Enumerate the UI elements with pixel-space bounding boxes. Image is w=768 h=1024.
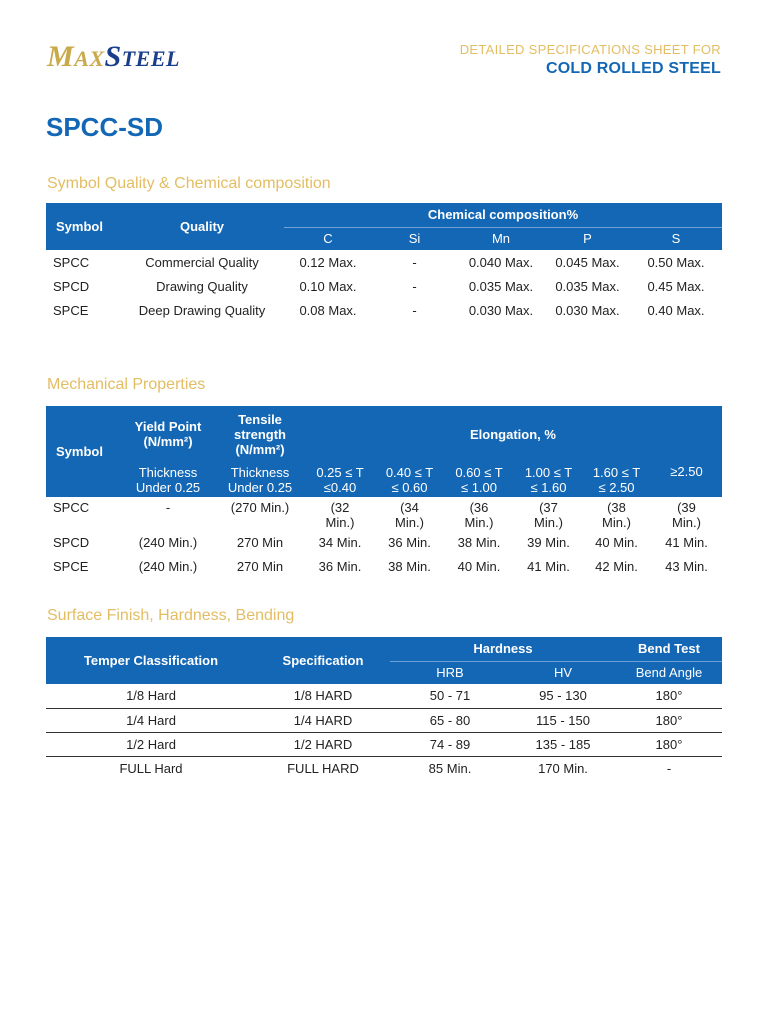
table-row xyxy=(46,535,722,559)
header-bend-angle: Bend Angle xyxy=(616,661,722,684)
cell-hrb: 85 Min. xyxy=(428,760,472,776)
cell-hv: 95 - 130 xyxy=(510,684,616,708)
header-chemical-composition: Chemical composition% xyxy=(284,203,722,227)
logo-s: S xyxy=(104,40,122,73)
header-tensile-strength xyxy=(216,406,304,462)
value-line1: (36 xyxy=(469,500,489,515)
cell-spec: 1/8 HARD xyxy=(256,684,390,708)
cell-elong-1: 36 Min. xyxy=(318,559,362,574)
cell-tensile: 270 Min xyxy=(236,535,284,550)
mechanical-properties-table xyxy=(46,406,722,583)
header-symbol: Symbol xyxy=(46,203,120,250)
cell-symbol: SPCE xyxy=(53,302,89,318)
cell-hrb: 65 - 80 xyxy=(390,708,510,732)
cell-temper: 1/8 Hard xyxy=(46,684,256,708)
cell-elong-5: 40 Min. xyxy=(595,535,638,550)
cell-elong-2: 36 Min. xyxy=(388,535,431,550)
header-yield-line1: Yield Point xyxy=(134,419,202,434)
range-line1: 0.60 ≤ T xyxy=(455,464,503,480)
logo-teel: TEEL xyxy=(121,46,180,71)
cell-temper: 1/2 Hard xyxy=(46,732,256,756)
header-yield-thickness xyxy=(120,462,216,497)
range-line1: 1.00 ≤ T xyxy=(524,464,573,480)
cell-p: 0.035 Max. xyxy=(555,278,620,294)
header-elong-range-4 xyxy=(515,462,582,497)
sub-line2: Under 0.25 xyxy=(227,479,293,495)
cell-elong-5: 42 Min. xyxy=(595,559,638,574)
cell-elong-3 xyxy=(443,497,515,535)
cell-p: 0.045 Max. xyxy=(555,254,620,270)
cell-yield: - xyxy=(165,500,171,515)
cell-si: - xyxy=(412,278,417,294)
value-line1: (32 xyxy=(330,500,350,515)
value-line1: (38 xyxy=(607,500,626,515)
cell-c: 0.08 Max. xyxy=(299,302,357,318)
chemical-composition-table xyxy=(46,203,722,322)
logo-m: M xyxy=(47,40,75,73)
cell-p: 0.030 Max. xyxy=(555,302,620,318)
cell-elong-2 xyxy=(376,497,443,535)
sub-line2: Under 0.25 xyxy=(135,479,201,495)
cell-elong-5 xyxy=(582,497,651,535)
header-s: S xyxy=(630,227,722,250)
table-row xyxy=(46,732,722,756)
table-row xyxy=(46,559,722,583)
table-row xyxy=(46,298,722,322)
value-line2: Min.) xyxy=(672,515,701,530)
table-row xyxy=(46,274,722,298)
cell-s: 0.40 Max. xyxy=(647,302,705,318)
value-line2: Min.) xyxy=(464,515,494,530)
header xyxy=(460,42,721,78)
section-title-chemical: Symbol Quality & Chemical composition xyxy=(47,175,331,192)
cell-elong-6 xyxy=(651,497,722,535)
cell-symbol: SPCD xyxy=(53,278,90,294)
header-bend-test: Bend Test xyxy=(616,637,722,661)
section-title-surface: Surface Finish, Hardness, Bending xyxy=(47,607,295,624)
table-row xyxy=(46,684,722,708)
header-quality: Quality xyxy=(120,203,284,250)
header-subtitle: DETAILED SPECIFICATIONS SHEET FOR xyxy=(459,42,721,57)
value-line2: Min.) xyxy=(325,515,355,530)
cell-elong-6: 43 Min. xyxy=(665,559,708,574)
value-line2: Min.) xyxy=(534,515,563,530)
cell-temper: FULL Hard xyxy=(119,760,183,776)
range-line2: ≤ 2.50 xyxy=(598,479,635,495)
cell-mn: 0.040 Max. xyxy=(468,254,534,270)
cell-yield: (240 Min.) xyxy=(138,535,198,550)
header-tensile-line3: (N/mm²) xyxy=(235,441,285,457)
header-elong-range-6: ≥2.50 xyxy=(651,462,722,497)
cell-mn: 0.030 Max. xyxy=(468,302,534,318)
header-title: COLD ROLLED STEEL xyxy=(546,60,721,77)
cell-symbol: SPCC xyxy=(53,500,90,515)
cell-s: 0.45 Max. xyxy=(647,278,705,294)
cell-c: 0.12 Max. xyxy=(299,254,357,270)
cell-elong-4 xyxy=(515,497,582,535)
cell-elong-3: 40 Min. xyxy=(457,559,501,574)
cell-si: - xyxy=(412,302,417,318)
header-hardness: Hardness xyxy=(390,637,616,661)
cell-yield: (240 Min.) xyxy=(138,559,198,574)
cell-symbol: SPCC xyxy=(53,254,90,270)
cell-elong-6: 41 Min. xyxy=(665,535,708,550)
header-yield-point xyxy=(120,406,216,462)
cell-elong-2: 38 Min. xyxy=(388,559,431,574)
header-c: C xyxy=(284,227,372,250)
range-line1: 1.60 ≤ T xyxy=(592,464,641,480)
cell-spec: 1/2 HARD xyxy=(256,732,390,756)
cell-hrb: 74 - 89 xyxy=(390,732,510,756)
cell-angle: - xyxy=(666,760,672,776)
table-row xyxy=(46,708,722,732)
range-line2: ≤ 1.00 xyxy=(460,479,498,495)
cell-elong-3: 38 Min. xyxy=(457,535,501,550)
header-elong-range-1 xyxy=(304,462,376,497)
range-line2: ≤ 1.60 xyxy=(530,479,567,495)
cell-hv: 135 - 185 xyxy=(510,732,616,756)
cell-hv: 115 - 150 xyxy=(510,708,616,732)
header-hrb: HRB xyxy=(390,661,510,684)
range-line2: ≤ 0.60 xyxy=(391,479,428,495)
header-mn: Mn xyxy=(457,227,545,250)
cell-elong-4: 39 Min. xyxy=(527,535,570,550)
value-line1: (37 xyxy=(539,500,558,515)
cell-s: 0.50 Max. xyxy=(647,254,705,270)
cell-mn: 0.035 Max. xyxy=(468,278,534,294)
cell-tensile: 270 Min xyxy=(236,559,284,574)
cell-c: 0.10 Max. xyxy=(299,278,357,294)
maxsteel-logo xyxy=(47,40,180,74)
cell-quality: Commercial Quality xyxy=(145,254,259,270)
cell-hv: 170 Min. xyxy=(538,760,588,776)
header-temper: Temper Classification xyxy=(46,637,256,684)
cell-angle: 180° xyxy=(616,732,722,756)
header-elong-range-3 xyxy=(443,462,515,497)
value-line1: (39 xyxy=(677,500,696,515)
cell-quality: Drawing Quality xyxy=(156,278,248,294)
header-tensile-line2: strength xyxy=(234,426,286,442)
header-symbol: Symbol xyxy=(46,406,120,497)
sub-line1: Thickness xyxy=(230,464,290,480)
value-line1: (34 xyxy=(400,500,419,515)
cell-hrb: 50 - 71 xyxy=(390,684,510,708)
cell-si: - xyxy=(412,254,417,270)
cell-tensile: (270 Min.) xyxy=(230,500,290,515)
header-specification: Specification xyxy=(256,637,390,684)
header-yield-line2: (N/mm²) xyxy=(143,434,193,449)
header-hv: HV xyxy=(510,661,616,684)
cell-angle: 180° xyxy=(616,708,722,732)
cell-elong-1: 34 Min. xyxy=(318,535,362,550)
header-elongation: Elongation, % xyxy=(304,406,722,462)
header-p: P xyxy=(545,227,630,250)
cell-temper: 1/4 Hard xyxy=(46,708,256,732)
hardness-bending-table xyxy=(46,637,722,780)
table-row xyxy=(46,250,722,274)
cell-symbol: SPCE xyxy=(53,559,89,574)
cell-elong-1 xyxy=(304,497,376,535)
value-line2: Min.) xyxy=(395,515,424,530)
cell-symbol: SPCD xyxy=(53,535,90,550)
header-elong-range-5 xyxy=(582,462,651,497)
cell-angle: 180° xyxy=(616,684,722,708)
sub-line1: Thickness xyxy=(138,464,198,480)
header-si: Si xyxy=(372,227,457,250)
header-tensile-line1: Tensile xyxy=(238,411,282,427)
range-line1: 0.40 ≤ T xyxy=(385,464,434,480)
range-line2: ≤0.40 xyxy=(323,479,357,495)
cell-spec: 1/4 HARD xyxy=(256,708,390,732)
cell-spec: FULL HARD xyxy=(287,760,359,776)
logo-ax: AX xyxy=(74,46,105,71)
cell-quality: Deep Drawing Quality xyxy=(138,302,266,318)
section-title-mechanical: Mechanical Properties xyxy=(47,376,206,393)
value-line2: Min.) xyxy=(602,515,631,530)
document-title: SPCC-SD xyxy=(46,112,164,142)
header-elong-range-2 xyxy=(376,462,443,497)
range-line1: 0.25 ≤ T xyxy=(316,464,364,480)
table-row xyxy=(46,756,722,780)
cell-elong-4: 41 Min. xyxy=(527,559,570,574)
header-tensile-thickness xyxy=(216,462,304,497)
table-row xyxy=(46,497,722,535)
